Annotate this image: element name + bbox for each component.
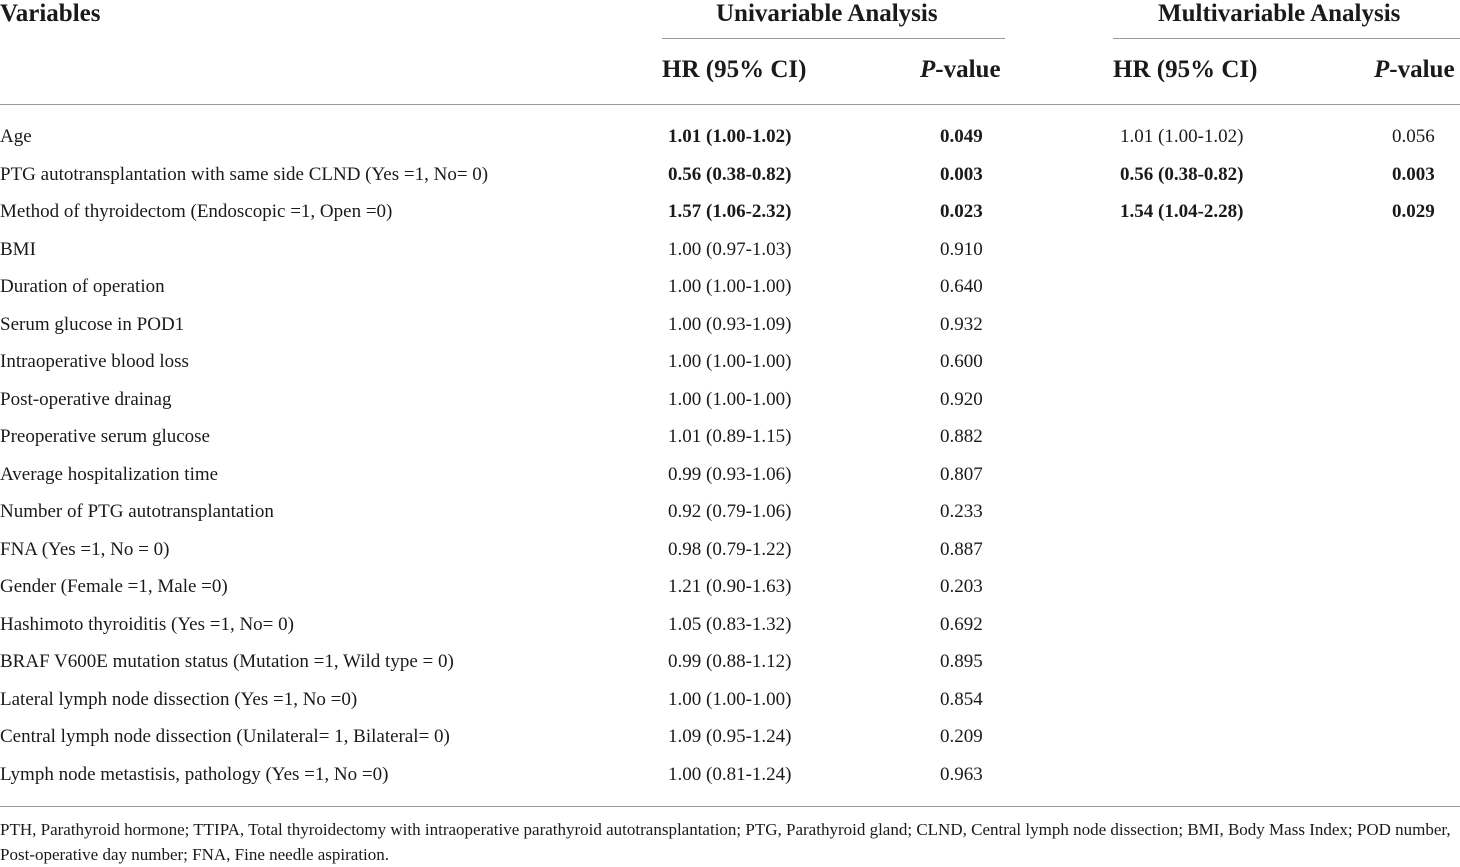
variable-cell: Intraoperative blood loss xyxy=(0,351,189,372)
p-suffix: -value xyxy=(1389,56,1455,83)
univariable-hr-cell: 1.09 (0.95-1.24) xyxy=(668,726,792,747)
univariable-hr-cell: 0.98 (0.79-1.22) xyxy=(668,538,792,560)
p-suffix: -value xyxy=(935,56,1001,83)
univariable-hr-cell: 1.00 (1.00-1.00) xyxy=(668,351,792,372)
variable-cell: Average hospitalization time xyxy=(0,463,219,485)
variable-cell: Central lymph node dissection (Unilateral= 1, Bilateral= 0) xyxy=(0,726,450,747)
univariable-hr-cell: 1.00 (1.00-1.00) xyxy=(668,688,792,710)
univariable-hr-cell: 1.01 (1.00-1.02) xyxy=(668,126,792,147)
variable-cell: PTG autotransplantation with same side CLND (Yes =1, No= 0) xyxy=(0,163,489,185)
variable-cell: BMI xyxy=(0,238,36,260)
univariable-p-cell: 0.920 xyxy=(940,388,983,410)
variable-cell: Method of thyroidectom (Endoscopic =1, Open =0) xyxy=(0,201,393,222)
table-row xyxy=(0,381,1460,418)
univariable-hr-cell: 1.05 (0.83-1.32) xyxy=(668,613,792,635)
univariable-p-cell: 0.963 xyxy=(940,763,983,785)
univariable-p-cell: 0.932 xyxy=(940,313,983,335)
univariable-p-cell: 0.887 xyxy=(940,538,983,560)
univariable-p-cell: 0.023 xyxy=(940,201,983,222)
table-row xyxy=(0,193,1460,230)
table-bottom-rule xyxy=(0,806,1460,807)
header-univariable-analysis: Univariable Analysis xyxy=(716,0,938,27)
table-row xyxy=(0,568,1460,605)
table-row xyxy=(0,118,1460,155)
variable-cell: Lymph node metastisis, pathology (Yes =1, No =0) xyxy=(0,763,389,785)
univariable-hr-cell: 0.99 (0.93-1.06) xyxy=(668,463,792,485)
table-row xyxy=(0,606,1460,643)
header-variables: Variables xyxy=(0,0,101,27)
multivariable-hr-cell: 1.54 (1.04-2.28) xyxy=(1120,201,1244,222)
univariable-hr-cell: 1.00 (0.81-1.24) xyxy=(668,763,792,785)
p-italic: P xyxy=(920,56,936,83)
univariable-hr-cell: 0.56 (0.38-0.82) xyxy=(668,163,792,185)
table-row xyxy=(0,718,1460,755)
header-univariable-hr-ci: HR (95% CI) xyxy=(662,56,807,83)
univariable-p-cell: 0.910 xyxy=(940,238,983,260)
table-row xyxy=(0,456,1460,493)
p-italic: P xyxy=(1374,56,1390,83)
univariable-p-cell: 0.640 xyxy=(940,276,983,297)
univariable-hr-cell: 1.00 (0.93-1.09) xyxy=(668,313,792,335)
univariable-group-rule xyxy=(662,38,1005,39)
table-row xyxy=(0,681,1460,718)
univariable-p-cell: 0.049 xyxy=(940,126,983,147)
table-row xyxy=(0,643,1460,680)
table-footnote: PTH, Parathyroid hormone; TTIPA, Total thyroidectomy with intraoperative parathyroid autotransplantation; PTG, Parathyroid gland; CLND, Central lymph node dissection; BMI, Body Mass Index; POD number, Post-operative day number; FNA, Fine needle aspiration. xyxy=(0,820,1451,864)
univariable-hr-cell: 1.21 (0.90-1.63) xyxy=(668,576,792,597)
table-row xyxy=(0,531,1460,568)
variable-cell: BRAF V600E mutation status (Mutation =1, Wild type = 0) xyxy=(0,651,454,672)
table-row xyxy=(0,306,1460,343)
univariable-p-cell: 0.882 xyxy=(940,426,983,447)
variable-cell: Lateral lymph node dissection (Yes =1, No =0) xyxy=(0,688,358,710)
variable-cell: FNA (Yes =1, No = 0) xyxy=(0,538,170,560)
header-multivariable-analysis: Multivariable Analysis xyxy=(1158,0,1401,27)
table-row xyxy=(0,231,1460,268)
univariable-hr-cell: 1.01 (0.89-1.15) xyxy=(668,426,792,447)
univariable-hr-cell: 1.00 (1.00-1.00) xyxy=(668,276,792,297)
variable-cell: Number of PTG autotransplantation xyxy=(0,501,274,522)
univariable-p-cell: 0.003 xyxy=(940,163,983,185)
table-row xyxy=(0,493,1460,530)
multivariable-p-cell: 0.056 xyxy=(1392,126,1435,147)
table-row xyxy=(0,343,1460,380)
univariable-hr-cell: 1.00 (1.00-1.00) xyxy=(668,388,792,410)
variable-cell: Post-operative drainag xyxy=(0,388,172,410)
multivariable-group-rule xyxy=(1113,38,1460,39)
univariable-hr-cell: 1.00 (0.97-1.03) xyxy=(668,238,792,260)
variable-cell: Preoperative serum glucose xyxy=(0,426,210,447)
univariable-hr-cell: 0.99 (0.88-1.12) xyxy=(668,651,792,672)
header-multivariable-p-value xyxy=(1374,56,1455,84)
variable-cell: Duration of operation xyxy=(0,276,165,297)
table-row xyxy=(0,156,1460,193)
univariable-hr-cell: 0.92 (0.79-1.06) xyxy=(668,501,792,522)
multivariable-hr-cell: 1.01 (1.00-1.02) xyxy=(1120,126,1244,147)
univariable-p-cell: 0.895 xyxy=(940,651,983,672)
univariable-p-cell: 0.692 xyxy=(940,613,983,635)
variable-cell: Serum glucose in POD1 xyxy=(0,313,185,335)
univariable-p-cell: 0.203 xyxy=(940,576,983,597)
header-univariable-p-value xyxy=(920,56,1001,84)
univariable-hr-cell: 1.57 (1.06-2.32) xyxy=(668,201,792,222)
table-row xyxy=(0,268,1460,305)
univariable-p-cell: 0.854 xyxy=(940,688,983,710)
variable-cell: Gender (Female =1, Male =0) xyxy=(0,576,228,597)
univariable-p-cell: 0.233 xyxy=(940,501,983,522)
header-bottom-rule xyxy=(0,104,1460,105)
table-row xyxy=(0,756,1460,793)
variable-cell: Age xyxy=(0,126,32,147)
table-row xyxy=(0,418,1460,455)
header-multivariable-hr-ci: HR (95% CI) xyxy=(1113,56,1258,83)
multivariable-p-cell: 0.029 xyxy=(1392,201,1435,222)
multivariable-p-cell: 0.003 xyxy=(1392,163,1435,185)
variable-cell: Hashimoto thyroiditis (Yes =1, No= 0) xyxy=(0,613,294,635)
univariable-p-cell: 0.209 xyxy=(940,726,983,747)
multivariable-hr-cell: 0.56 (0.38-0.82) xyxy=(1120,163,1244,185)
univariable-p-cell: 0.600 xyxy=(940,351,983,372)
univariable-p-cell: 0.807 xyxy=(940,463,983,485)
